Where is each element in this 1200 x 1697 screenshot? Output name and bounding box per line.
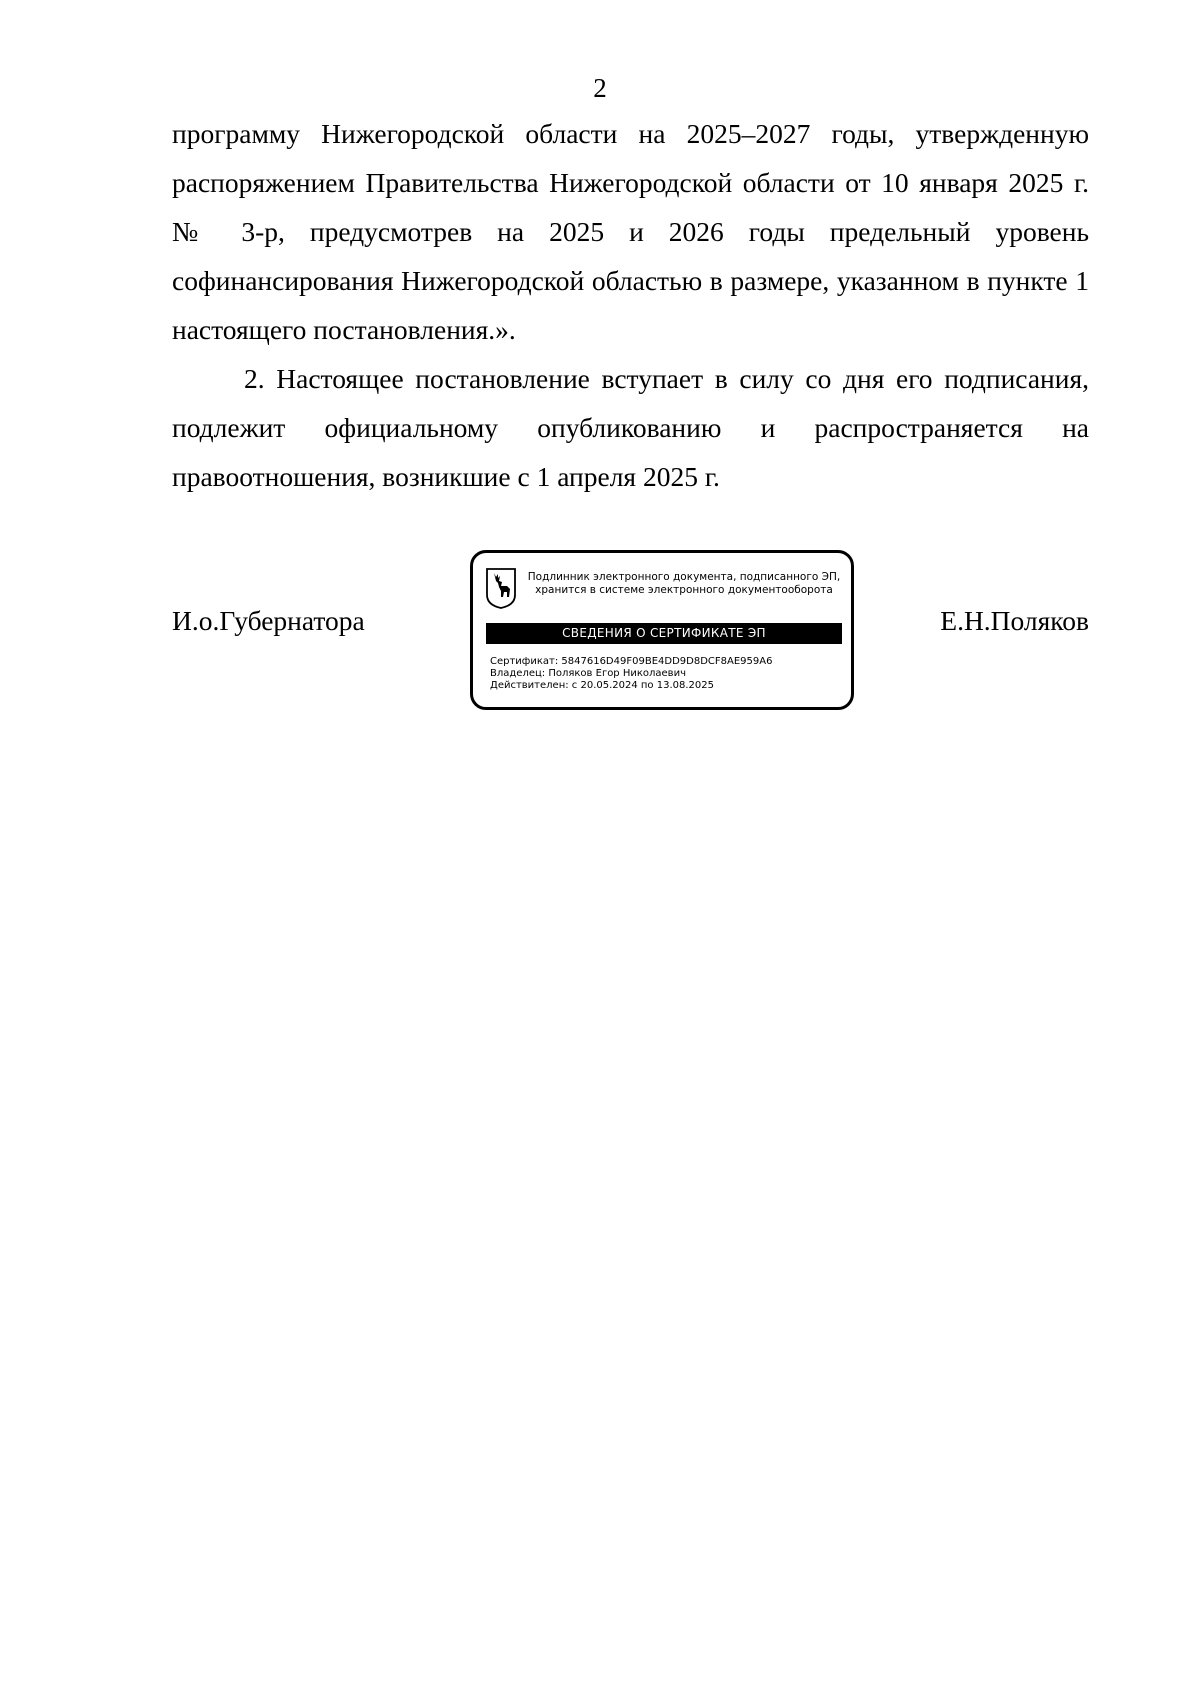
stamp-header-line-2: хранится в системе электронного документооборота bbox=[535, 584, 833, 596]
signatory-position: И.о.Губернатора bbox=[172, 605, 365, 636]
stamp-header bbox=[523, 571, 845, 597]
electronic-signature-stamp bbox=[470, 550, 854, 710]
paragraph-2: 2. Настоящее постановление вступает в силу со дня его подписания, подлежит официальному опубликованию и распространяется на правоотношения, возникшие с 1 апреля 2025 г. bbox=[172, 363, 1089, 492]
stamp-details bbox=[490, 656, 772, 692]
stamp-certificate-number: Сертификат: 5847616D49F09BE4DD9D8DCF8AE959A6 bbox=[490, 656, 773, 667]
stamp-certificate-title: СВЕДЕНИЯ О СЕРТИФИКАТЕ ЭП bbox=[486, 623, 842, 644]
stamp-owner: Владелец: Поляков Егор Николаевич bbox=[490, 668, 686, 679]
paragraph-continuation: программу Нижегородской области на 2025–2027 годы, утвержденную распоряжением Правительства Нижегородской области от 10 января 2025 г. № 3-р, предусмотрев на 2025 и 2026 годы предельный уровень софинансирования Нижегородской областью в размере, указанном в пункте 1 настоящего постановления.». bbox=[172, 118, 1089, 345]
deer-emblem-icon bbox=[485, 567, 517, 609]
stamp-validity: Действителен: с 20.05.2024 по 13.08.2025 bbox=[490, 680, 714, 691]
page-number: 2 bbox=[593, 73, 607, 103]
stamp-header-line-1: Подлинник электронного документа, подписанного ЭП, bbox=[527, 571, 841, 583]
signatory-name: Е.Н.Поляков bbox=[940, 605, 1089, 636]
document-body bbox=[172, 109, 1089, 501]
